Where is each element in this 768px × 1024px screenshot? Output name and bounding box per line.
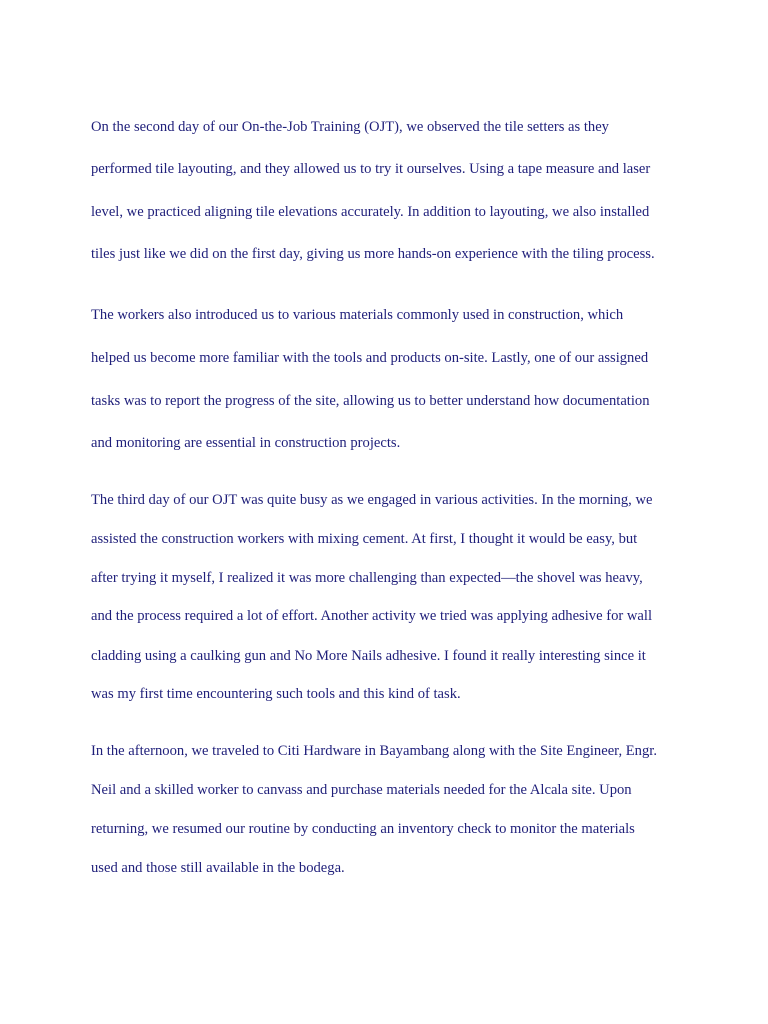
paragraph-line: performed tile layouting, and they allowed us to try it ourselves. Using a tape measure and laser (91, 161, 651, 177)
paragraph-line: The third day of our OJT was quite busy as we engaged in various activities. In the morning, we (91, 492, 653, 508)
paragraph-line: after trying it myself, I realized it was more challenging than expected—the shovel was heavy, (91, 570, 643, 586)
paragraph-line: and monitoring are essential in construction projects. (91, 435, 401, 451)
paragraph-line: Neil and a skilled worker to canvass and purchase materials needed for the Alcala site. Upon (91, 782, 632, 798)
paragraph-line: helped us become more familiar with the tools and products on-site. Lastly, one of our assigned (91, 350, 649, 366)
paragraph-line: In the afternoon, we traveled to Citi Hardware in Bayambang along with the Site Engineer, Engr. (91, 743, 657, 759)
paragraph-line: assisted the construction workers with mixing cement. At first, I thought it would be easy, but (91, 531, 638, 547)
paragraph-line: The workers also introduced us to various materials commonly used in construction, which (91, 307, 624, 323)
paragraph-line: tasks was to report the progress of the site, allowing us to better understand how documentation (91, 393, 650, 409)
paragraph-line: cladding using a caulking gun and No More Nails adhesive. I found it really interesting since it (91, 648, 646, 664)
paragraph-line: was my first time encountering such tools and this kind of task. (91, 686, 461, 702)
paragraph-line: and the process required a lot of effort. Another activity we tried was applying adhesive for wall (91, 608, 653, 624)
paragraph-line: level, we practiced aligning tile elevations accurately. In addition to layouting, we also installed (91, 204, 650, 220)
paragraph-line: On the second day of our On-the-Job Training (OJT), we observed the tile setters as they (91, 119, 609, 135)
paragraph-line: tiles just like we did on the first day, giving us more hands-on experience with the tiling process. (91, 246, 655, 262)
paragraph-line: returning, we resumed our routine by conducting an inventory check to monitor the materials (91, 821, 635, 837)
paragraph-line: used and those still available in the bodega. (91, 860, 345, 876)
